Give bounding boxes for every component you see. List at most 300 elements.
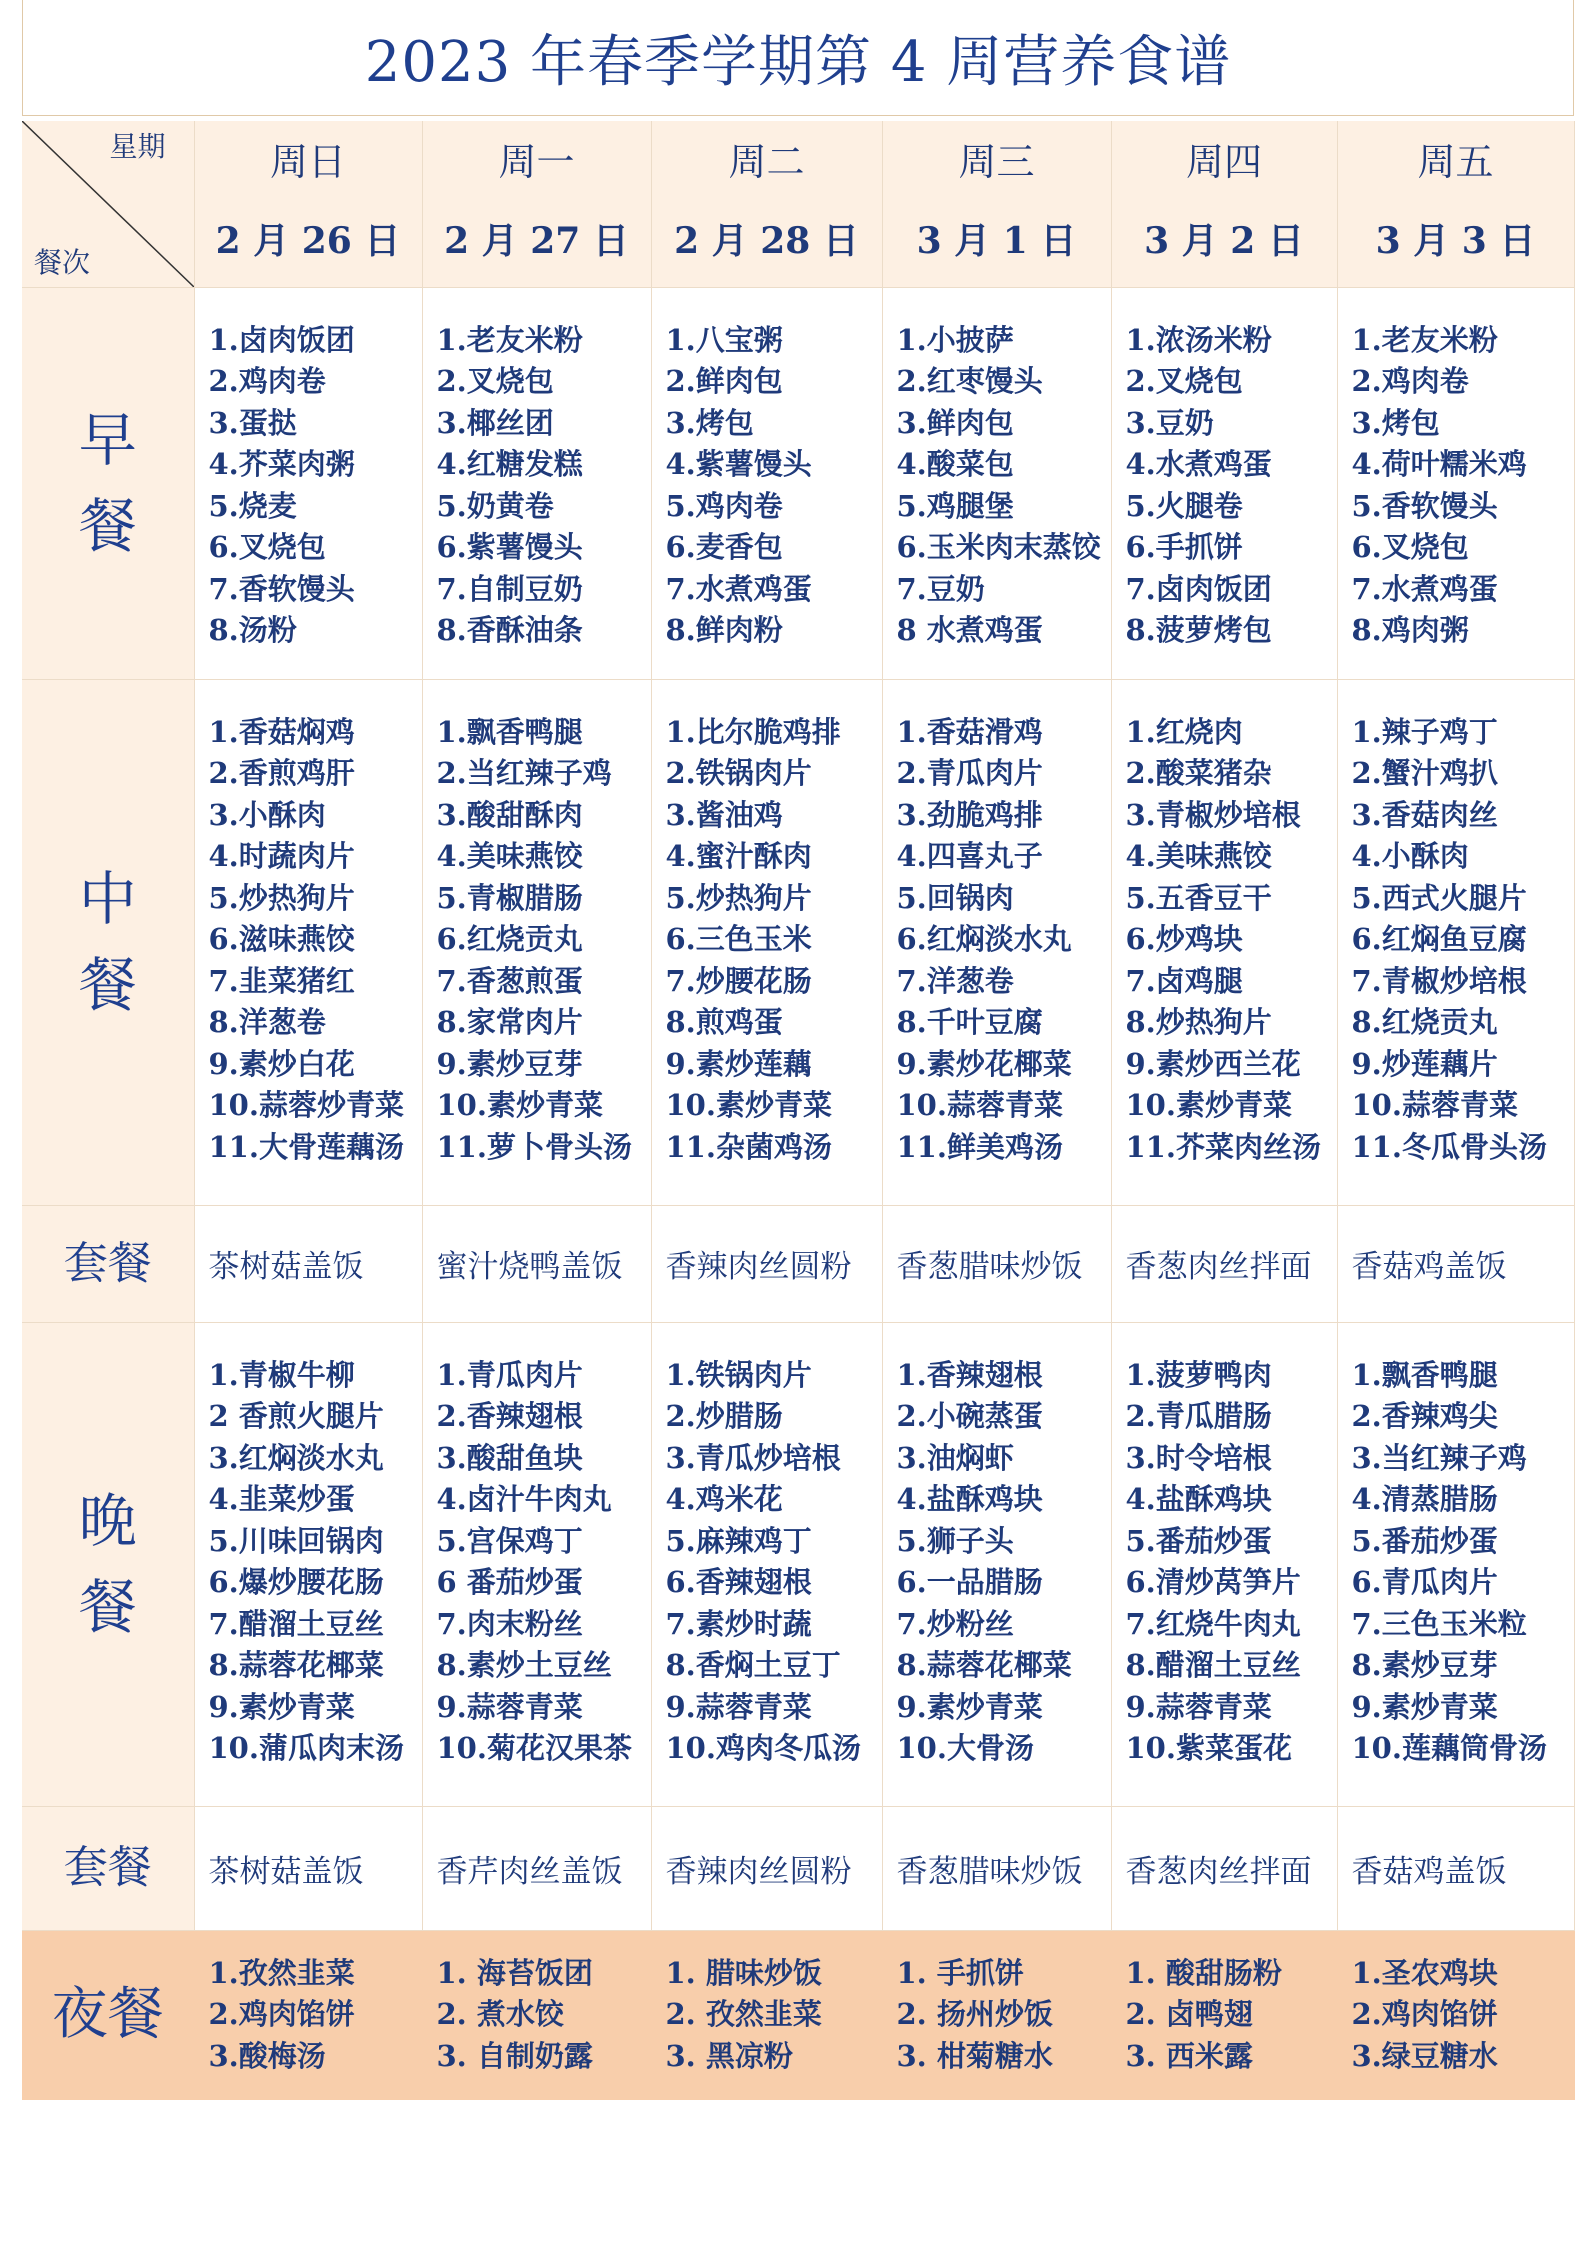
dish-item: 9.素炒白花	[208, 1046, 355, 1081]
set-meal-text: 香菇鸡盖饭	[1351, 1249, 1507, 1285]
dish-item: 5.鸡腿堡	[896, 488, 1014, 523]
dish-item: 4.蜜汁酥肉	[665, 839, 812, 873]
dish-item: 4.时蔬肉片	[208, 839, 355, 873]
day-date: 3 月 1 日	[916, 220, 1077, 262]
dish-item: 4.韭菜炒蛋	[208, 1482, 355, 1516]
dish-item: 9.蒜蓉青菜	[665, 1689, 812, 1724]
dish-item: 8.香焖土豆丁	[665, 1648, 841, 1682]
dish-item: 2.当红辣子鸡	[436, 756, 612, 790]
breakfast-row	[22, 287, 1574, 679]
dish-item: 6.麦香包	[665, 530, 783, 564]
meal-label-text: 中 餐	[78, 865, 137, 1019]
dish-list	[437, 1355, 651, 1770]
dish-item: 1.青椒牛柳	[208, 1357, 355, 1392]
dish-item: 3.酸甜鱼块	[436, 1440, 583, 1475]
dish-list	[209, 1355, 422, 1770]
dish-item: 10.蒜蓉青菜	[896, 1088, 1063, 1122]
dish-list	[897, 320, 1111, 652]
dish-item: 8.汤粉	[208, 613, 297, 647]
dish-item: 6 番茄炒蛋	[436, 1565, 583, 1599]
set-lunch-cell	[1337, 1205, 1574, 1322]
dish-item: 1. 手抓饼	[896, 1955, 1024, 1990]
lunch-cell	[882, 679, 1111, 1205]
dish-item: 1. 海苔饭团	[436, 1955, 593, 1990]
dish-item: 9.素炒青菜	[208, 1689, 355, 1724]
dish-list	[1352, 320, 1574, 652]
dish-item: 4.鸡米花	[665, 1482, 783, 1516]
dish-item: 2.鸡肉卷	[208, 364, 326, 398]
dish-item: 11.大骨莲藕汤	[208, 1129, 404, 1164]
dish-item: 3.烤包	[1351, 405, 1440, 440]
lunch-label	[22, 679, 194, 1205]
night-cell	[422, 1930, 651, 2100]
dish-item: 5.川味回锅肉	[208, 1523, 384, 1558]
dish-list	[209, 712, 422, 1169]
dish-item: 1.香菇滑鸡	[896, 714, 1043, 749]
set-lunch-cell	[1111, 1205, 1337, 1322]
dish-item: 4.卤汁牛肉丸	[436, 1482, 612, 1516]
dish-item: 7.自制豆奶	[436, 571, 583, 606]
dish-item: 7.肉末粉丝	[436, 1606, 583, 1641]
dish-item: 9.炒莲藕片	[1351, 1046, 1498, 1081]
dish-item: 8.红烧贡丸	[1351, 1005, 1498, 1039]
dish-item: 1. 腊味炒饭	[665, 1955, 822, 1990]
dish-item: 3. 柑菊糖水	[896, 2038, 1053, 2073]
dish-item: 7.三色玉米粒	[1351, 1606, 1527, 1641]
night-label: 夜餐	[22, 1930, 194, 2100]
dish-item: 10.莲藕筒骨汤	[1351, 1731, 1547, 1765]
dish-item: 2. 煮水饺	[436, 1997, 564, 2031]
menu-table	[22, 121, 1575, 2100]
dish-list	[437, 1953, 651, 2078]
dinner-label	[22, 1322, 194, 1806]
night-cell	[1337, 1930, 1574, 2100]
dinner-cell	[194, 1322, 422, 1806]
day-header-wed	[882, 121, 1111, 287]
dish-item: 1.孜然韭菜	[208, 1955, 355, 1990]
dish-item: 3.蛋挞	[208, 405, 297, 440]
day-date: 2 月 27 日	[444, 220, 629, 262]
dish-item: 1.菠萝鸭肉	[1125, 1357, 1272, 1392]
night-cell	[651, 1930, 882, 2100]
dish-list	[1126, 320, 1337, 652]
dish-item: 2.青瓜腊肠	[1125, 1399, 1272, 1433]
dish-item: 4.盐酥鸡块	[896, 1482, 1043, 1516]
dish-item: 7.素炒时蔬	[665, 1606, 812, 1641]
night-cell	[882, 1930, 1111, 2100]
dish-item: 7.卤鸡腿	[1125, 963, 1243, 998]
dish-item: 4.紫薯馒头	[665, 447, 812, 481]
dish-item: 1.香辣翅根	[896, 1357, 1043, 1392]
dish-list	[437, 712, 651, 1169]
dish-item: 6.红烧贡丸	[436, 922, 583, 956]
dish-item: 11.杂菌鸡汤	[665, 1129, 832, 1164]
meal-label-text: 早 餐	[78, 406, 137, 560]
set-meal-text: 茶树菇盖饭	[208, 1853, 364, 1890]
dish-item: 6.红焖淡水丸	[896, 922, 1072, 956]
dish-item: 3. 西米露	[1125, 2038, 1253, 2073]
set-meal-text: 香葱肉丝拌面	[1125, 1249, 1312, 1285]
lunch-row	[22, 679, 1574, 1205]
dish-item: 8.洋葱卷	[208, 1005, 326, 1039]
day-header-mon	[422, 121, 651, 287]
dish-item: 6.清炒莴笋片	[1125, 1565, 1301, 1599]
dish-item: 5.狮子头	[896, 1523, 1014, 1558]
dish-item: 2.小碗蒸蛋	[896, 1399, 1043, 1433]
dish-item: 5.麻辣鸡丁	[665, 1523, 812, 1558]
dish-item: 6.滋味燕饺	[208, 922, 355, 956]
dish-item: 5.宫保鸡丁	[436, 1523, 583, 1558]
dish-item: 2.红枣馒头	[896, 364, 1043, 398]
set-dinner-row	[22, 1806, 1574, 1930]
breakfast-cell	[194, 287, 422, 679]
lunch-cell	[422, 679, 651, 1205]
set-dinner-cell	[422, 1806, 651, 1930]
dish-item: 9.素炒豆芽	[436, 1046, 583, 1081]
set-lunch-row	[22, 1205, 1574, 1322]
dish-item: 5.青椒腊肠	[436, 880, 583, 915]
dish-item: 5.番茄炒蛋	[1351, 1523, 1498, 1558]
lunch-cell	[1111, 679, 1337, 1205]
corner-meal-label: 餐次	[34, 245, 91, 279]
dish-item: 7.水煮鸡蛋	[1351, 571, 1498, 606]
dish-item: 4.红糖发糕	[436, 447, 583, 481]
day-date: 3 月 3 日	[1375, 220, 1536, 262]
dish-item: 10.素炒青菜	[1125, 1088, 1292, 1122]
dish-item: 6.红焖鱼豆腐	[1351, 922, 1527, 956]
dish-item: 6.紫薯馒头	[436, 530, 583, 564]
set-dinner-label: 套餐	[22, 1806, 194, 1930]
dinner-cell	[1111, 1322, 1337, 1806]
dish-item: 3.酸甜酥肉	[436, 797, 583, 832]
dish-item: 2.香煎鸡肝	[208, 756, 355, 790]
dish-item: 10.紫菜蛋花	[1125, 1731, 1292, 1765]
dish-item: 10.大骨汤	[896, 1731, 1034, 1765]
dinner-cell	[1337, 1322, 1574, 1806]
dish-item: 5.炒热狗片	[665, 880, 812, 915]
dish-item: 3.酱油鸡	[665, 797, 783, 832]
dish-item: 6.手抓饼	[1125, 530, 1243, 564]
dish-item: 4.小酥肉	[1351, 839, 1469, 873]
dinner-cell	[651, 1322, 882, 1806]
dish-item: 6.香辣翅根	[665, 1565, 812, 1599]
dish-item: 3.劲脆鸡排	[896, 797, 1043, 832]
dish-item: 10.素炒青菜	[436, 1088, 603, 1122]
dish-item: 8.醋溜土豆丝	[1125, 1648, 1301, 1682]
dish-item: 7.香葱煎蛋	[436, 963, 583, 998]
dish-list	[897, 712, 1111, 1169]
dish-item: 6.炒鸡块	[1125, 922, 1243, 956]
dish-list	[897, 1953, 1111, 2078]
dish-item: 3.时令培根	[1125, 1440, 1272, 1475]
dish-item: 9.素炒青菜	[896, 1689, 1043, 1724]
dish-item: 8.煎鸡蛋	[665, 1005, 783, 1039]
dish-item: 1.铁锅肉片	[665, 1357, 812, 1392]
dish-item: 5.炒热狗片	[208, 880, 355, 915]
corner-week-label: 星期	[109, 130, 166, 163]
dish-item: 3.当红辣子鸡	[1351, 1440, 1527, 1475]
dish-item: 8.家常肉片	[436, 1005, 583, 1039]
dish-item: 6.青瓜肉片	[1351, 1565, 1498, 1599]
dish-item: 2 香煎火腿片	[208, 1399, 384, 1433]
header-row	[22, 121, 1574, 287]
breakfast-cell	[422, 287, 651, 679]
set-dinner-cell	[651, 1806, 882, 1930]
breakfast-cell	[651, 287, 882, 679]
dish-item: 7.豆奶	[896, 571, 985, 606]
dish-list	[1126, 1355, 1337, 1770]
dish-item: 6.三色玉米	[665, 922, 812, 956]
dish-item: 2.铁锅肉片	[665, 756, 812, 790]
dish-item: 6.一品腊肠	[896, 1565, 1043, 1599]
dish-item: 7.红烧牛肉丸	[1125, 1606, 1301, 1641]
dish-item: 3.绿豆糖水	[1351, 2038, 1498, 2073]
dish-item: 1.老友米粉	[436, 322, 583, 357]
dish-item: 5.烧麦	[208, 488, 297, 523]
dish-item: 1.小披萨	[896, 322, 1014, 357]
dish-item: 9.素炒青菜	[1351, 1689, 1498, 1724]
dish-item: 11.鲜美鸡汤	[896, 1129, 1063, 1164]
dish-item: 2. 扬州炒饭	[896, 1997, 1053, 2031]
lunch-cell	[1337, 679, 1574, 1205]
day-name: 周四	[1185, 140, 1262, 184]
dish-list	[666, 1953, 882, 2078]
dish-item: 8.鸡肉粥	[1351, 613, 1469, 647]
dish-item: 4.美味燕饺	[436, 839, 583, 873]
dish-list	[1352, 1355, 1574, 1770]
night-row	[22, 1930, 1574, 2100]
set-meal-text: 茶树菇盖饭	[208, 1249, 364, 1285]
dish-item: 1.浓汤米粉	[1125, 322, 1272, 357]
dish-item: 2.鲜肉包	[665, 364, 783, 398]
breakfast-cell	[1337, 287, 1574, 679]
dish-list	[437, 320, 651, 652]
meal-label-text: 晚 餐	[78, 1487, 137, 1641]
dish-item: 7.香软馒头	[208, 571, 355, 606]
set-dinner-cell	[1337, 1806, 1574, 1930]
set-meal-text: 香葱肉丝拌面	[1125, 1853, 1312, 1890]
dish-item: 3.酸梅汤	[208, 2038, 326, 2073]
dish-item: 4.水煮鸡蛋	[1125, 447, 1272, 481]
dish-item: 6.玉米肉末蒸饺	[896, 530, 1101, 564]
dish-item: 1.比尔脆鸡排	[665, 714, 841, 749]
dish-item: 5.鸡肉卷	[665, 488, 783, 523]
dish-item: 11.芥菜肉丝汤	[1125, 1129, 1321, 1164]
dish-item: 2.蟹汁鸡扒	[1351, 756, 1498, 790]
dish-item: 11.萝卜骨头汤	[436, 1129, 632, 1164]
menu-title: 2023 年春季学期第 4 周营养食谱	[22, 0, 1574, 116]
dish-item: 9.蒜蓉青菜	[1125, 1689, 1272, 1724]
dish-item: 3.小酥肉	[208, 797, 326, 832]
dish-item: 6.叉烧包	[1351, 530, 1469, 564]
dish-item: 3.豆奶	[1125, 405, 1214, 440]
dish-item: 4.酸菜包	[896, 447, 1014, 481]
breakfast-label	[22, 287, 194, 679]
set-lunch-cell	[194, 1205, 422, 1322]
set-lunch-cell	[422, 1205, 651, 1322]
dish-item: 7.水煮鸡蛋	[665, 571, 812, 606]
dish-item: 5.西式火腿片	[1351, 880, 1527, 915]
dish-item: 7.青椒炒培根	[1351, 963, 1527, 998]
set-meal-text: 香辣肉丝圆粉	[665, 1853, 852, 1890]
dish-item: 3. 自制奶露	[436, 2038, 593, 2073]
dish-item: 7.洋葱卷	[896, 963, 1014, 998]
dish-item: 8.素炒豆芽	[1351, 1648, 1498, 1682]
dish-item: 11.冬瓜骨头汤	[1351, 1129, 1547, 1164]
day-header-tue	[651, 121, 882, 287]
dish-item: 1.圣农鸡块	[1351, 1955, 1498, 1990]
dish-item: 3.椰丝团	[436, 405, 554, 440]
set-dinner-cell	[1111, 1806, 1337, 1930]
lunch-cell	[194, 679, 422, 1205]
dish-item: 8.炒热狗片	[1125, 1005, 1272, 1039]
dish-item: 2.香辣翅根	[436, 1399, 583, 1433]
dish-item: 5.奶黄卷	[436, 488, 554, 523]
dish-item: 7.炒粉丝	[896, 1606, 1014, 1641]
dish-item: 10.蒲瓜肉末汤	[208, 1731, 404, 1765]
dish-item: 3.香菇肉丝	[1351, 797, 1498, 832]
lunch-cell	[651, 679, 882, 1205]
set-meal-text: 香葱腊味炒饭	[896, 1249, 1083, 1285]
dish-list	[209, 1953, 422, 2078]
dish-item: 8.素炒土豆丝	[436, 1648, 612, 1682]
dish-item: 9.素炒西兰花	[1125, 1046, 1301, 1081]
dish-item: 9.蒜蓉青菜	[436, 1689, 583, 1724]
dish-list	[209, 320, 422, 652]
dish-item: 8.鲜肉粉	[665, 613, 783, 647]
dish-item: 7.炒腰花肠	[665, 963, 812, 998]
dish-item: 2.鸡肉馅饼	[1351, 1997, 1498, 2031]
dish-item: 4.芥菜肉粥	[208, 447, 355, 481]
dish-list	[1352, 1953, 1574, 2078]
dish-item: 2.酸菜猪杂	[1125, 756, 1272, 790]
dish-item: 1.香菇焖鸡	[208, 714, 355, 749]
set-meal-text: 香芹肉丝盖饭	[436, 1853, 623, 1890]
dish-item: 1. 酸甜肠粉	[1125, 1955, 1282, 1990]
dish-item: 8.香酥油条	[436, 613, 583, 647]
set-meal-text: 香辣肉丝圆粉	[665, 1249, 852, 1285]
dish-item: 3.红焖淡水丸	[208, 1440, 384, 1475]
dish-item: 8.蒜蓉花椰菜	[208, 1648, 384, 1682]
dish-item: 5.香软馒头	[1351, 488, 1498, 523]
day-header-sun	[194, 121, 422, 287]
dish-item: 10.菊花汉果茶	[436, 1731, 632, 1765]
dish-item: 4.荷叶糯米鸡	[1351, 447, 1527, 481]
night-cell	[1111, 1930, 1337, 2100]
day-name: 周一	[498, 140, 575, 184]
dish-item: 10.蒜蓉炒青菜	[208, 1088, 404, 1122]
breakfast-cell	[882, 287, 1111, 679]
set-lunch-label: 套餐	[22, 1205, 194, 1322]
corner-cell	[22, 121, 194, 287]
dish-item: 8.菠萝烤包	[1125, 613, 1272, 647]
dish-item: 1.卤肉饭团	[208, 322, 355, 357]
dish-item: 1.老友米粉	[1351, 322, 1498, 357]
dish-item: 3.油焖虾	[896, 1440, 1014, 1475]
dish-item: 5.回锅肉	[896, 880, 1014, 915]
dish-item: 3.青椒炒培根	[1125, 797, 1301, 832]
dish-item: 1.飘香鸭腿	[436, 714, 583, 749]
set-dinner-cell	[882, 1806, 1111, 1930]
day-header-thu	[1111, 121, 1337, 287]
dish-item: 4.盐酥鸡块	[1125, 1482, 1272, 1516]
dish-item: 5.火腿卷	[1125, 488, 1243, 523]
dish-list	[666, 320, 882, 652]
day-name: 周三	[958, 140, 1035, 184]
dish-item: 5.五香豆干	[1125, 880, 1272, 915]
breakfast-cell	[1111, 287, 1337, 679]
dish-item: 2.鸡肉卷	[1351, 364, 1469, 398]
dish-item: 5.番茄炒蛋	[1125, 1523, 1272, 1558]
dish-item: 7.卤肉饭团	[1125, 571, 1272, 606]
dish-item: 1.八宝粥	[665, 322, 783, 357]
dish-item: 1.飘香鸭腿	[1351, 1357, 1498, 1392]
dish-list	[1126, 1953, 1337, 2078]
dinner-row	[22, 1322, 1574, 1806]
dish-item: 8.千叶豆腐	[896, 1005, 1043, 1039]
dish-item: 6.爆炒腰花肠	[208, 1565, 384, 1599]
set-dinner-cell	[194, 1806, 422, 1930]
day-date: 2 月 28 日	[674, 220, 859, 262]
dish-item: 3.鲜肉包	[896, 405, 1014, 440]
dish-item: 6.叉烧包	[208, 530, 326, 564]
dish-item: 9.素炒花椰菜	[896, 1046, 1072, 1081]
dish-list	[1126, 712, 1337, 1169]
day-date: 3 月 2 日	[1144, 220, 1304, 262]
dish-item: 8 水煮鸡蛋	[896, 613, 1043, 647]
dish-list	[666, 712, 882, 1169]
dish-item: 1.青瓜肉片	[436, 1357, 583, 1392]
dish-item: 10.素炒青菜	[665, 1088, 832, 1122]
dish-item: 2.鸡肉馅饼	[208, 1997, 355, 2031]
dish-item: 8.蒜蓉花椰菜	[896, 1648, 1072, 1682]
dish-item: 3.烤包	[665, 405, 754, 440]
night-cell	[194, 1930, 422, 2100]
dish-item: 2.青瓜肉片	[896, 756, 1043, 790]
day-name: 周日	[269, 140, 346, 184]
set-meal-text: 香菇鸡盖饭	[1351, 1853, 1507, 1890]
dish-item: 1.辣子鸡丁	[1351, 714, 1498, 749]
dish-item: 3.青瓜炒培根	[665, 1440, 841, 1475]
dish-list	[897, 1355, 1111, 1770]
set-meal-text: 香葱腊味炒饭	[896, 1853, 1083, 1890]
dish-item: 10.蒜蓉青菜	[1351, 1088, 1518, 1122]
dish-item: 3. 黑凉粉	[665, 2038, 793, 2073]
dish-item: 1.红烧肉	[1125, 714, 1243, 749]
day-header-fri	[1337, 121, 1574, 287]
day-name: 周五	[1417, 140, 1494, 184]
dinner-cell	[882, 1322, 1111, 1806]
dish-item: 2.香辣鸡尖	[1351, 1399, 1498, 1433]
dish-item: 9.素炒莲藕	[665, 1046, 812, 1081]
dish-item: 2.叉烧包	[1125, 364, 1243, 398]
dish-list	[666, 1355, 882, 1770]
dish-item: 4.清蒸腊肠	[1351, 1482, 1498, 1516]
dinner-cell	[422, 1322, 651, 1806]
dish-item: 4.四喜丸子	[896, 839, 1043, 873]
set-lunch-cell	[882, 1205, 1111, 1322]
dish-list	[1352, 712, 1574, 1169]
dish-item: 7.韭菜猪红	[208, 963, 355, 998]
dish-item: 4.美味燕饺	[1125, 839, 1272, 873]
day-name: 周二	[728, 140, 805, 184]
dish-item: 2.炒腊肠	[665, 1399, 783, 1433]
set-meal-text: 蜜汁烧鸭盖饭	[436, 1249, 623, 1285]
dish-item: 2. 卤鸭翅	[1125, 1997, 1253, 2031]
dish-item: 7.醋溜土豆丝	[208, 1606, 384, 1641]
set-lunch-cell	[651, 1205, 882, 1322]
dish-item: 2. 孜然韭菜	[665, 1997, 822, 2031]
